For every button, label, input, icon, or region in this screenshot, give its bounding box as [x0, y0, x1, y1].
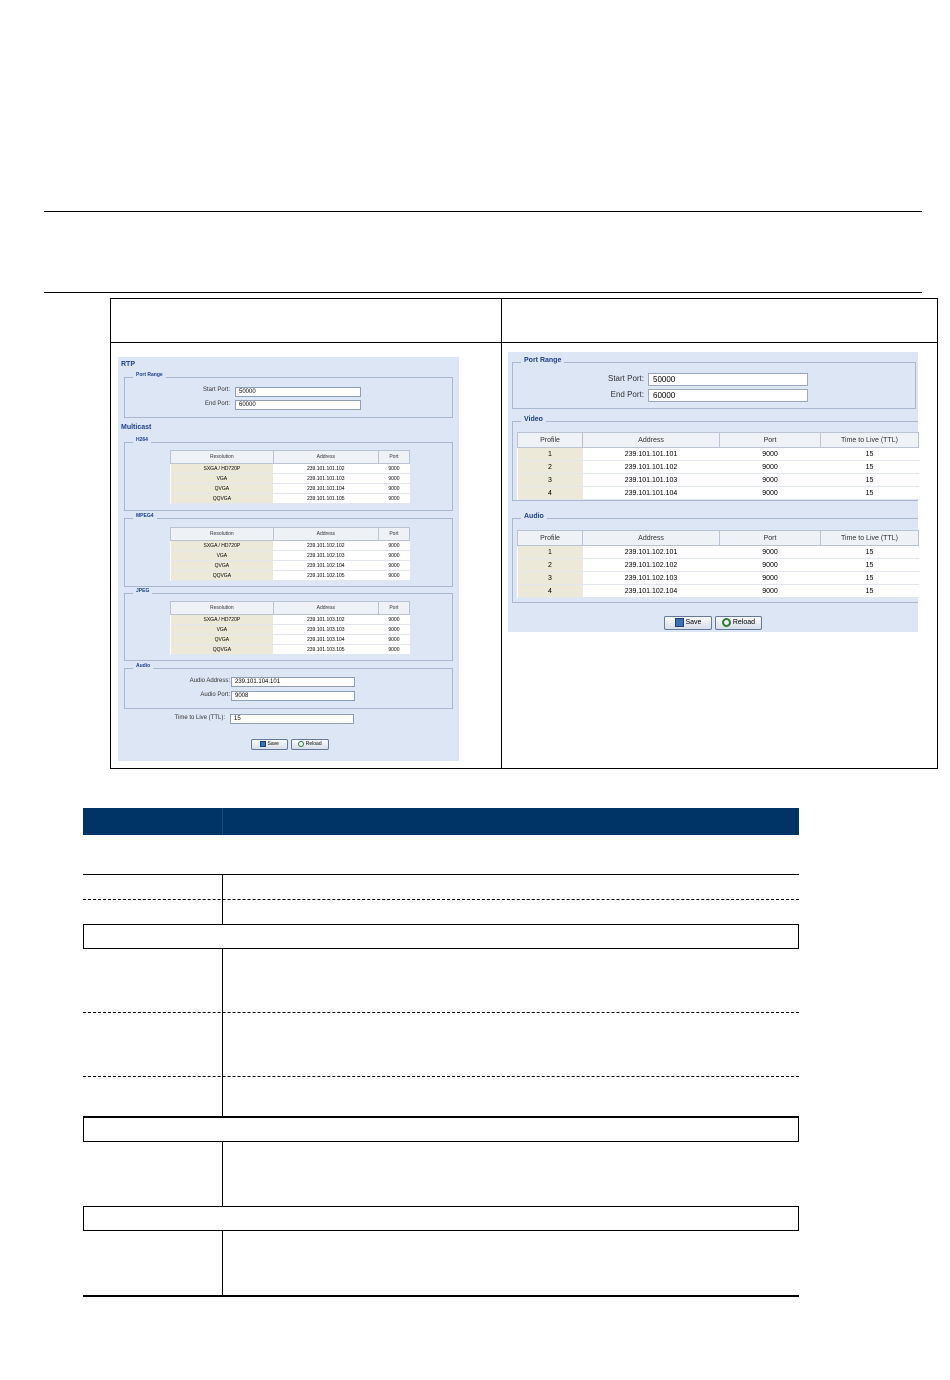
cell-resolution: SXGA / HD720P — [171, 615, 274, 625]
col-port: Port — [378, 528, 409, 541]
reload-button[interactable] — [291, 739, 329, 750]
table-row — [171, 615, 410, 625]
cell-address[interactable]: 239.101.102.104 — [273, 561, 378, 571]
spec-section-row — [83, 1117, 799, 1142]
cell-resolution: QVGA — [171, 635, 274, 645]
cell-resolution: VGA — [171, 474, 274, 484]
cell-port[interactable]: 9000 — [720, 448, 821, 461]
cell-address[interactable]: 239.101.102.105 — [273, 571, 378, 581]
reload-icon — [722, 618, 731, 627]
table-row — [518, 461, 919, 474]
jpeg-table — [170, 601, 410, 655]
cell-address[interactable]: 239.101.102.102 — [273, 541, 378, 551]
col-address: Address — [273, 451, 378, 464]
floppy-disk-icon — [675, 618, 684, 627]
col-address: Address — [273, 528, 378, 541]
cell-port[interactable]: 9000 — [720, 546, 821, 559]
cell-ttl[interactable]: 15 — [821, 572, 919, 585]
table-row — [171, 464, 410, 474]
cell-port[interactable]: 9000 — [720, 474, 821, 487]
spec-col-divider — [222, 1142, 223, 1206]
cell-port[interactable]: 9000 — [378, 571, 409, 581]
col-ttl: Time to Live (TTL) — [821, 531, 919, 546]
cell-address[interactable]: 239.101.101.103 — [273, 474, 378, 484]
cell-profile: 2 — [518, 559, 583, 572]
cell-resolution: QQVGA — [171, 494, 274, 504]
right-save-button-label: Save — [685, 619, 702, 626]
jpeg-legend: JPEG — [133, 588, 152, 594]
multicast-settings-panel — [508, 352, 918, 632]
cell-address[interactable]: 239.101.101.102 — [583, 461, 720, 474]
rtp-title: RTP — [121, 361, 135, 368]
col-address: Address — [583, 433, 720, 448]
start-port-label: Start Port: — [202, 387, 230, 393]
cell-ttl[interactable]: 15 — [821, 474, 919, 487]
cell-port[interactable]: 9000 — [378, 561, 409, 571]
video-table — [517, 432, 919, 500]
cell-resolution: QQVGA — [171, 645, 274, 655]
cell-address[interactable]: 239.101.101.105 — [273, 494, 378, 504]
right-end-port-input[interactable]: 60000 — [648, 389, 808, 402]
ttl-label: Time to Live (TTL): — [174, 715, 225, 721]
spec-rule — [83, 1076, 799, 1077]
spec-header-divider — [222, 808, 223, 835]
rtp-settings-panel — [118, 357, 459, 761]
col-port: Port — [720, 531, 821, 546]
table-row — [171, 561, 410, 571]
cell-port[interactable]: 9000 — [720, 585, 821, 598]
cell-address[interactable]: 239.101.102.103 — [273, 551, 378, 561]
table-row — [518, 546, 919, 559]
col-port: Port — [720, 433, 821, 448]
audio-legend: Audio — [133, 663, 153, 669]
save-button[interactable] — [251, 739, 288, 750]
cell-ttl[interactable]: 15 — [821, 487, 919, 500]
reload-button-label: Reload — [305, 741, 322, 747]
end-port-input[interactable]: 60000 — [235, 400, 361, 410]
video-legend: Video — [521, 416, 546, 423]
right-reload-button[interactable] — [715, 616, 762, 630]
cell-port[interactable]: 9000 — [720, 487, 821, 500]
multicast-title: Multicast — [121, 424, 152, 431]
cell-resolution: VGA — [171, 551, 274, 561]
compare-header-right — [501, 298, 938, 343]
cell-port[interactable]: 9000 — [720, 572, 821, 585]
cell-address[interactable]: 239.101.103.103 — [273, 625, 378, 635]
reload-icon — [298, 741, 304, 747]
cell-address[interactable]: 239.101.102.102 — [583, 559, 720, 572]
right-port-range-legend: Port Range — [521, 357, 564, 364]
top-rule-2 — [44, 292, 922, 293]
cell-port[interactable]: 9000 — [378, 551, 409, 561]
cell-port[interactable]: 9000 — [720, 559, 821, 572]
cell-resolution: VGA — [171, 625, 274, 635]
table-row — [518, 585, 919, 598]
floppy-disk-icon — [260, 741, 266, 747]
table-row — [171, 494, 410, 504]
cell-resolution: QQVGA — [171, 571, 274, 581]
compare-header-left — [110, 298, 502, 343]
audio-port-label: Audio Port: — [200, 692, 230, 698]
cell-port[interactable]: 9000 — [378, 625, 409, 635]
h264-group — [124, 437, 453, 511]
right-audio-group — [512, 513, 918, 603]
spec-col-divider — [222, 949, 223, 1116]
cell-address[interactable]: 239.101.102.103 — [583, 572, 720, 585]
table-row — [171, 625, 410, 635]
cell-ttl[interactable]: 15 — [821, 559, 919, 572]
cell-port[interactable]: 9000 — [378, 635, 409, 645]
cell-port[interactable]: 9000 — [378, 615, 409, 625]
cell-port[interactable]: 9000 — [378, 464, 409, 474]
video-group — [512, 416, 918, 501]
cell-address[interactable]: 239.101.101.103 — [583, 474, 720, 487]
cell-port[interactable]: 9000 — [378, 645, 409, 655]
cell-address[interactable]: 239.101.103.105 — [273, 645, 378, 655]
cell-port[interactable]: 9000 — [378, 474, 409, 484]
col-port: Port — [378, 451, 409, 464]
col-profile: Profile — [518, 531, 583, 546]
port-range-legend: Port Range — [133, 372, 166, 378]
cell-profile: 3 — [518, 572, 583, 585]
table-row — [171, 484, 410, 494]
spec-col-divider — [222, 874, 223, 924]
right-save-button[interactable] — [664, 616, 712, 630]
spec-section-row — [83, 924, 799, 949]
mpeg4-table — [170, 527, 410, 581]
audio-address-label: Audio Address: — [189, 678, 230, 684]
col-address: Address — [583, 531, 720, 546]
cell-address[interactable]: 239.101.101.104 — [273, 484, 378, 494]
cell-profile: 4 — [518, 487, 583, 500]
right-start-port-label: Start Port: — [607, 374, 644, 383]
right-port-range-group — [512, 357, 916, 409]
cell-profile: 2 — [518, 461, 583, 474]
table-row — [518, 572, 919, 585]
start-port-input[interactable]: 50000 — [235, 387, 361, 397]
audio-port-input[interactable]: 9008 — [231, 691, 355, 701]
cell-resolution: SXGA / HD720P — [171, 541, 274, 551]
col-ttl: Time to Live (TTL) — [821, 433, 919, 448]
spec-table-header — [83, 808, 799, 835]
cell-address[interactable]: 239.101.102.101 — [583, 546, 720, 559]
cell-profile: 1 — [518, 546, 583, 559]
cell-profile: 3 — [518, 474, 583, 487]
table-row — [518, 448, 919, 461]
spec-col-divider — [222, 1231, 223, 1295]
table-row — [171, 474, 410, 484]
jpeg-group — [124, 588, 453, 661]
table-row — [171, 635, 410, 645]
top-rule-1 — [44, 211, 922, 212]
cell-address[interactable]: 239.101.103.104 — [273, 635, 378, 645]
col-resolution: Resolution — [171, 602, 274, 615]
table-row — [518, 487, 919, 500]
cell-port[interactable]: 9000 — [720, 461, 821, 474]
cell-ttl[interactable]: 15 — [821, 585, 919, 598]
mpeg4-legend: MPEG4 — [133, 513, 157, 519]
col-port: Port — [378, 602, 409, 615]
right-reload-button-label: Reload — [732, 619, 756, 626]
save-button-label: Save — [267, 741, 279, 747]
cell-profile: 1 — [518, 448, 583, 461]
right-start-port-input[interactable]: 50000 — [648, 373, 808, 386]
h264-table — [170, 450, 410, 504]
cell-resolution: SXGA / HD720P — [171, 464, 274, 474]
spec-rule — [83, 1295, 799, 1297]
right-audio-legend: Audio — [521, 513, 547, 520]
audio-group — [124, 663, 453, 709]
h264-legend: H264 — [133, 437, 151, 443]
cell-ttl[interactable]: 15 — [821, 546, 919, 559]
col-resolution: Resolution — [171, 528, 274, 541]
cell-address[interactable]: 239.101.101.101 — [583, 448, 720, 461]
table-row — [518, 559, 919, 572]
spec-rule — [83, 899, 799, 900]
table-row — [171, 541, 410, 551]
audio-address-input[interactable]: 239.101.104.101 — [231, 677, 355, 687]
table-row — [171, 551, 410, 561]
spec-rule — [83, 874, 799, 875]
ttl-input[interactable]: 15 — [230, 714, 354, 724]
table-row — [171, 645, 410, 655]
cell-address[interactable]: 239.101.101.102 — [273, 464, 378, 474]
cell-resolution: QVGA — [171, 484, 274, 494]
cell-ttl[interactable]: 15 — [821, 448, 919, 461]
col-resolution: Resolution — [171, 451, 274, 464]
spec-section-row — [83, 1206, 799, 1231]
port-range-group — [124, 372, 453, 418]
right-end-port-label: End Port: — [610, 390, 644, 399]
cell-address[interactable]: 239.101.101.104 — [583, 487, 720, 500]
mpeg4-group — [124, 513, 453, 587]
end-port-label: End Port: — [204, 401, 230, 407]
table-row — [171, 571, 410, 581]
spec-rule — [83, 1012, 799, 1013]
cell-port[interactable]: 9000 — [378, 494, 409, 504]
cell-address[interactable]: 239.101.103.102 — [273, 615, 378, 625]
cell-profile: 4 — [518, 585, 583, 598]
col-address: Address — [273, 602, 378, 615]
cell-port[interactable]: 9000 — [378, 484, 409, 494]
cell-port[interactable]: 9000 — [378, 541, 409, 551]
audio-table — [517, 530, 919, 598]
cell-address[interactable]: 239.101.102.104 — [583, 585, 720, 598]
col-profile: Profile — [518, 433, 583, 448]
table-row — [518, 474, 919, 487]
cell-ttl[interactable]: 15 — [821, 461, 919, 474]
cell-resolution: QVGA — [171, 561, 274, 571]
